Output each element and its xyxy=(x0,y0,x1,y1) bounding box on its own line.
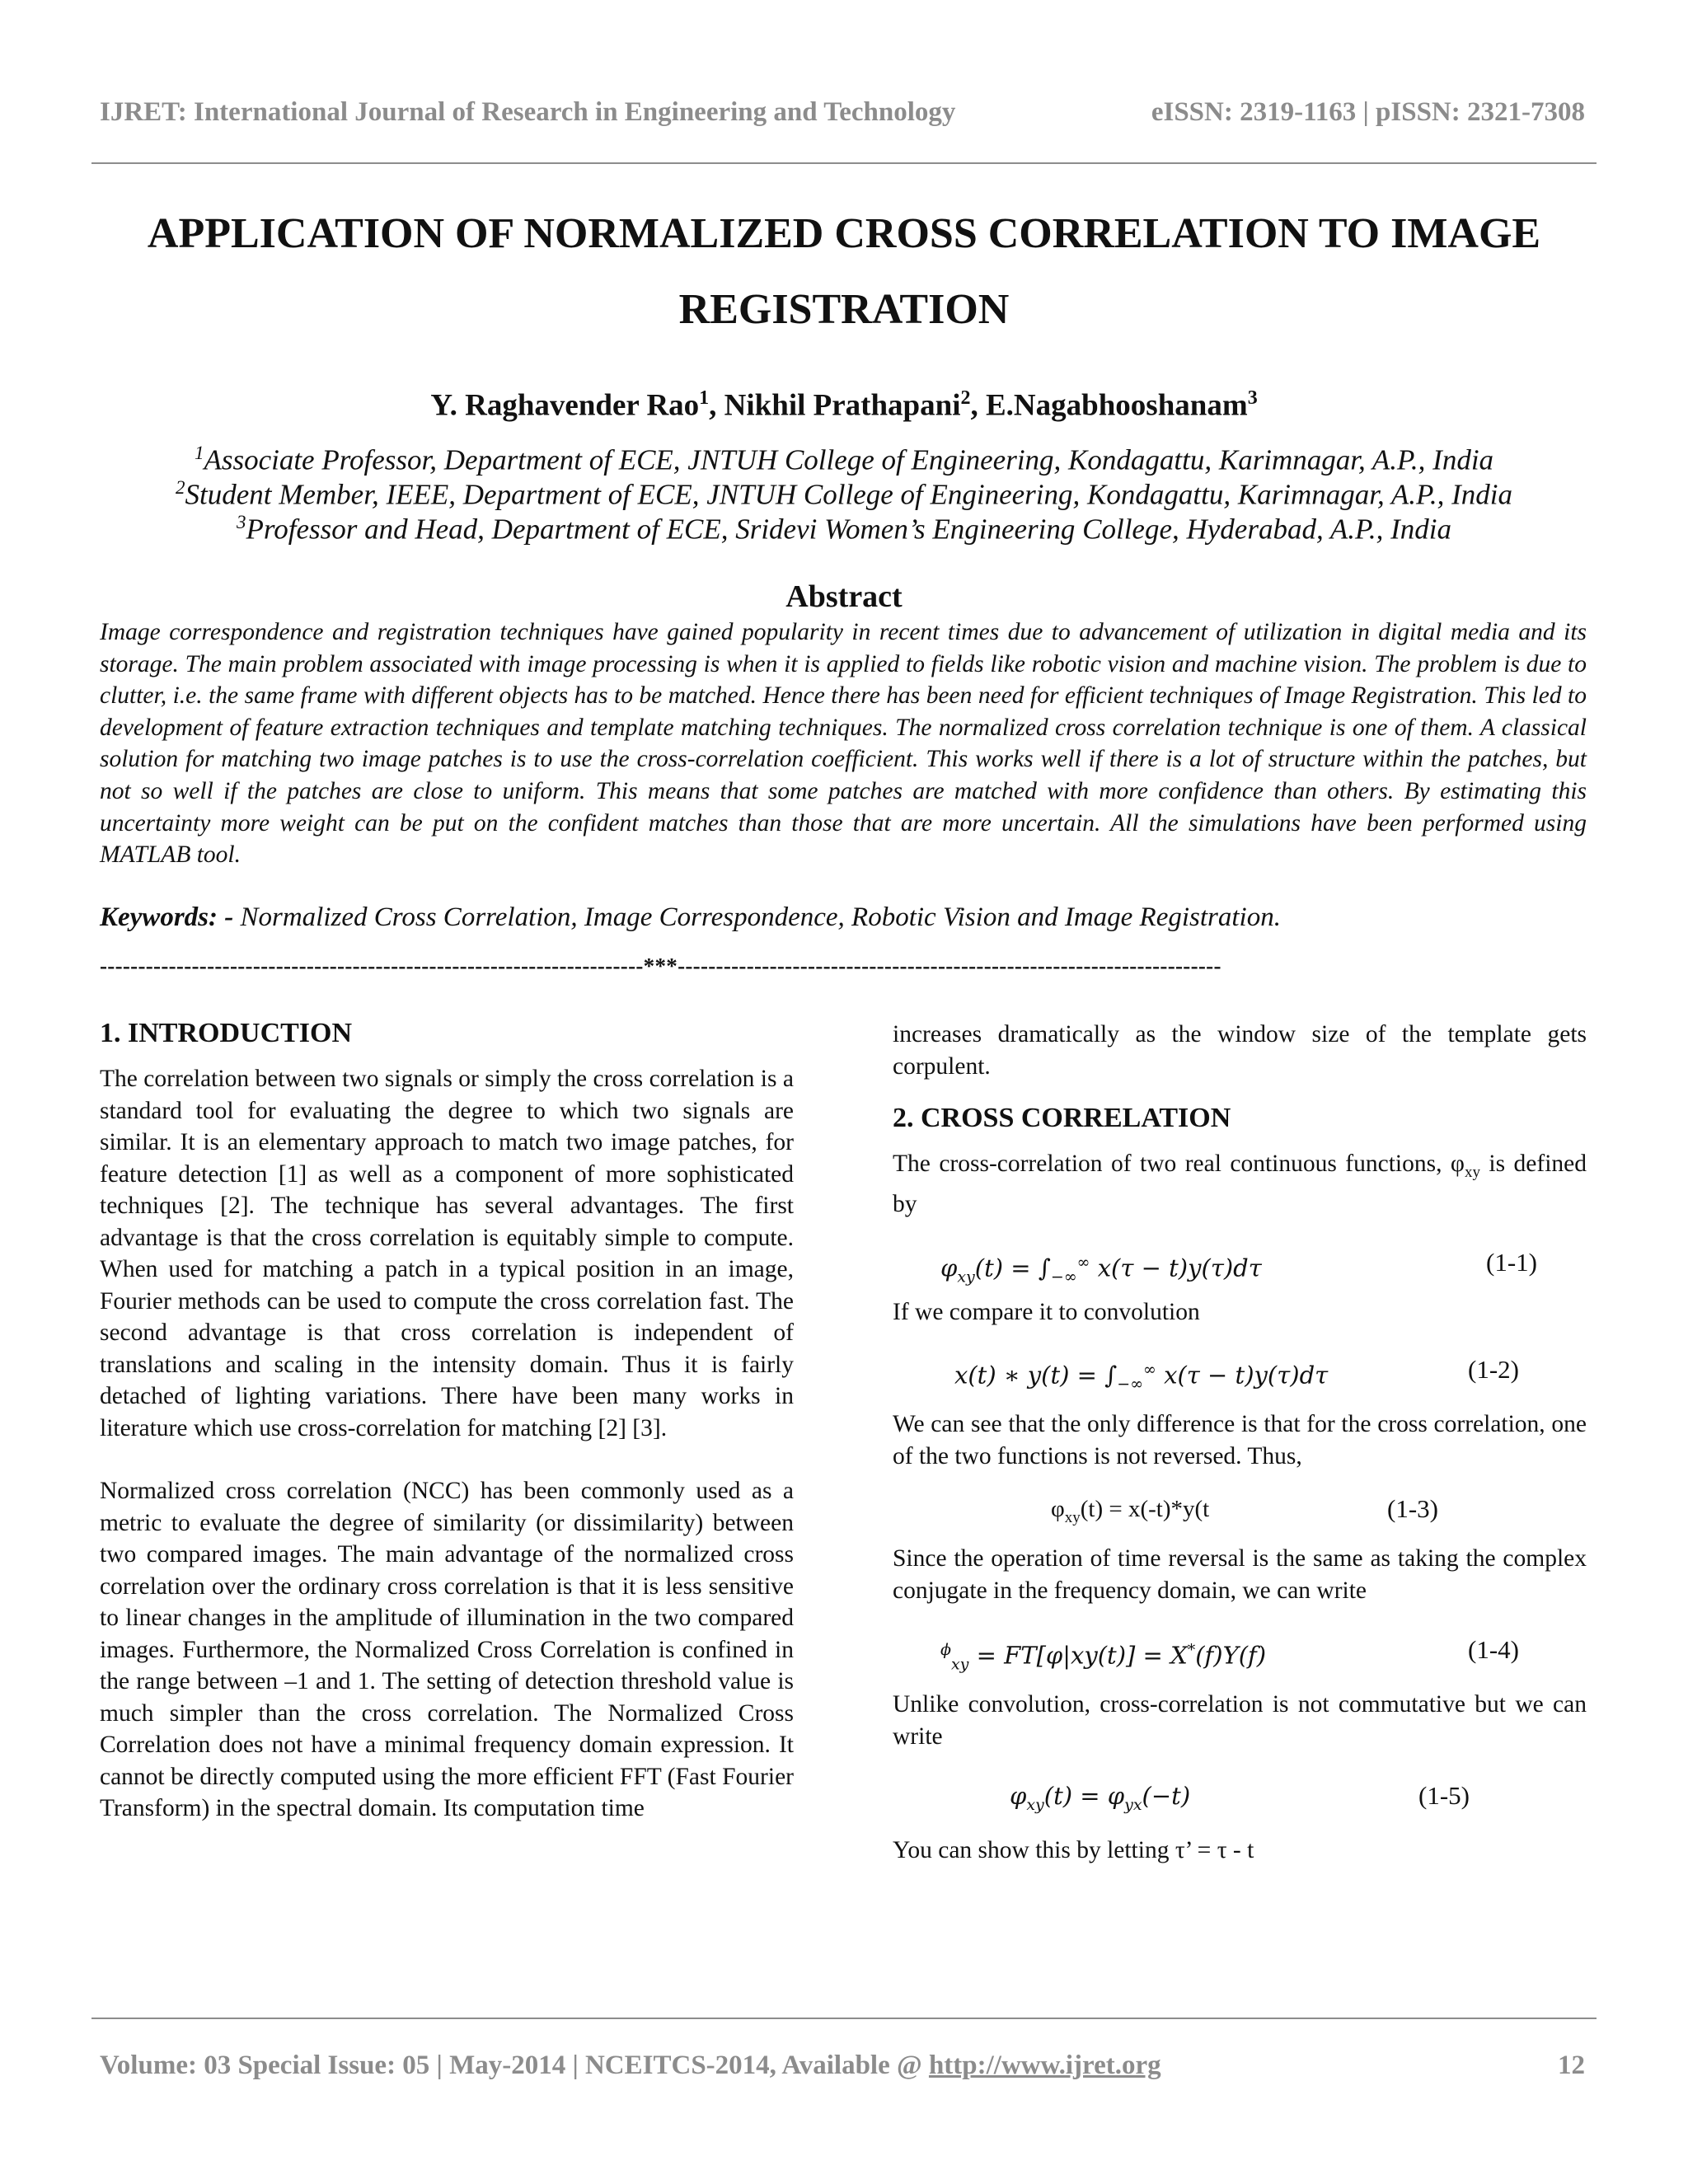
header-rule xyxy=(91,162,1597,164)
abstract-heading: Abstract xyxy=(785,579,903,614)
paragraph: You can show this by letting τ’ = τ - t xyxy=(893,1837,1254,1864)
journal-name: IJRET: International Journal of Research in Engineering and Technology xyxy=(100,97,956,127)
section-heading: 2. CROSS CORRELATION xyxy=(893,1103,1231,1133)
keywords-label: Keywords: - xyxy=(100,902,234,932)
footer-rule xyxy=(91,2018,1597,2019)
author-list: Y. Raghavender Rao$^1$, Nikhil Prathapani$^2$, E.Nagabhooshanam$^3$ xyxy=(430,387,1258,423)
equation-number: (1-4) xyxy=(1468,1635,1519,1665)
journal-link[interactable]: http://www.ijret.org xyxy=(928,2050,1161,2080)
equation-number: (1-1) xyxy=(1486,1247,1537,1277)
equation: $\varphi_{xy}(t) = x(-t)*y(t$ (1-3) xyxy=(893,1475,1587,1543)
affiliation-mark: 3 xyxy=(237,512,246,532)
paragraph: Unlike convolution, cross-correlation is not commutative but we can write xyxy=(893,1691,1587,1750)
paragraph: The correlation between two signals or simply the cross correlation is a standard tool for evaluating the degree to which two signals are similar. It is an elementary approach to match two image patches, for feature detection [1] as well as a component of more sophisticated techniques [2]. The technique has several advantages. The first advantage is that the cross correlation is equitably simple to compute. When used for matching a patch in a typical position in an image, Fourier methods can be used to compute the cross correlation fast. The second advantage is that cross correlation is independent of translations and scaling in the intensity domain. Thus it is fairly detached of lighting variations. There have been many works in literature which use cross-correlation for matching [2] [3]. xyxy=(100,1066,794,1441)
footer-text: Volume: 03 Special Issue: 05 | May-2014 | NCEITCS-2014, Available @ xyxy=(100,2050,929,2080)
equation: x(t) ∗ $y(t) = \int_{-\infty}^\infty$ x(τ − t)y(τ)dτ (1-2) xyxy=(893,1336,1587,1404)
affiliation xyxy=(0,477,1688,512)
footer-citation xyxy=(100,2050,1161,2081)
equation-number: (1-2) xyxy=(1468,1355,1519,1385)
equation: $\varphi_{xy}(t) = \int_{-\infty}^\infty$ x(τ − t)y(τ)dτ (1-1) xyxy=(893,1229,1587,1296)
section-divider: -----------------------------------------------------------------------***----------------------------------------------------------------------- xyxy=(100,954,1221,978)
paragraph: We can see that the only difference is that for the cross correlation, one of the two functions is not reversed. Thus, xyxy=(893,1411,1587,1469)
affiliation xyxy=(0,443,1688,477)
equation: $\varphi_{xy}(t) = \varphi_{yx}(-t)$ (1-5) xyxy=(893,1762,1587,1830)
keywords-text: Normalized Cross Correlation, Image Correspondence, Robotic Vision and Image Registration. xyxy=(233,902,1281,932)
equation-number: (1-5) xyxy=(1418,1781,1470,1811)
equation: $^\phi_{xy}$ = FT[φ|xy(t)] = X*(f)Y(f) (1-4) xyxy=(893,1616,1587,1684)
paragraph: The cross-correlation of two real continuous functions, $\varphi_{xy}$ is defined by xyxy=(893,1151,1587,1218)
paper-title: APPLICATION OF NORMALIZED CROSS CORRELATION TO IMAGE REGISTRATION xyxy=(147,210,1541,333)
paragraph: Normalized cross correlation (NCC) has been commonly used as a metric to evaluate the degree of similarity (or dissimilarity) between two compared images. The main advantage of the normalized cross correlation over the ordinary cross correlation is that it is less sensitive to linear changes in the amplitude of illumination in the two compared images. Furthermore, the Normalized Cross Correlation is confined in the range between –1 and 1. The setting of detection threshold value is much simpler than the cross correlation. The Normalized Cross Correlation does not have a minimal frequency domain expression. It cannot be directly computed using the more efficient FFT (Fast Fourier Transform) in the spectral domain. Its computation time xyxy=(100,1478,794,1821)
author-name: Nikhil Prathapani xyxy=(724,388,961,423)
right-column xyxy=(893,1019,1587,1867)
affiliation-mark: 2 xyxy=(175,477,185,498)
author-name: Y. Raghavender Rao xyxy=(430,388,700,423)
author-mark: 2 xyxy=(960,387,971,409)
author-mark: 1 xyxy=(699,387,710,409)
affiliation xyxy=(0,512,1688,546)
equation-number: (1-3) xyxy=(1387,1494,1438,1524)
left-column xyxy=(100,1015,794,1825)
author-mark: 3 xyxy=(1247,387,1258,409)
section-heading: 1. INTRODUCTION xyxy=(100,1018,353,1048)
paragraph: Since the operation of time reversal is the same as taking the complex conjugate in the frequency domain, we can write xyxy=(893,1545,1587,1604)
affiliation-text: Student Member, IEEE, Department of ECE, JNTUH College of Engineering, Kondagattu, Karimnagar, A.P., India xyxy=(185,478,1513,511)
affiliation-text: Professor and Head, Department of ECE, Sridevi Women’s Engineering College, Hyderabad, A.P., India xyxy=(246,513,1451,546)
abstract-text: Image correspondence and registration techniques have gained popularity in recent times due to advancement of utilization in digital media and its storage. The main problem associated with image processing is when it is applied to fields like robotic vision and machine vision. The problem is due to clutter, i.e. the same frame with different objects has to be matched. Hence there has been need for efficient techniques of Image Registration. This led to development of feature extraction techniques and template matching techniques. The normalized cross correlation technique is one of them. A classical solution for matching two image patches is to use the cross-correlation coefficient. This works well if there is a lot of structure within the patches, but not so well if the patches are close to uniform. This means that some patches are matched with more confidence than others. By estimating this uncertainty more weight can be put on the confident matches than those that are more uncertain. All the simulations have been performed using MATLAB tool. xyxy=(100,619,1587,869)
affiliation-text: Associate Professor, Department of ECE, JNTUH College of Engineering, Kondagattu, Karimnagar, A.P., India xyxy=(204,443,1494,476)
keywords xyxy=(100,902,1592,933)
issn: eISSN: 2319-1163 | pISSN: 2321-7308 xyxy=(1151,97,1585,127)
paragraph: If we compare it to convolution xyxy=(893,1298,1200,1325)
page-number: 12 xyxy=(1558,2050,1585,2080)
author-name: E.Nagabhooshanam xyxy=(986,388,1248,423)
paragraph: increases dramatically as the window size of the template gets corpulent. xyxy=(893,1021,1587,1080)
affiliation-mark: 1 xyxy=(194,443,204,463)
